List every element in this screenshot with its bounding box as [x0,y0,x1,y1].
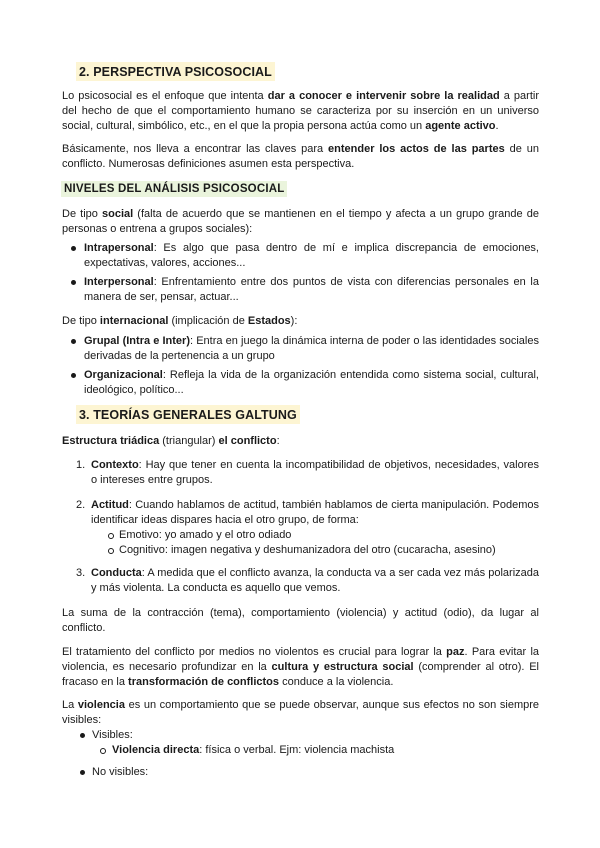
bullet-icon [71,373,76,378]
section-heading-teorias: 3. TEORÍAS GENERALES GALTUNG [76,405,300,424]
bullet-icon [80,770,85,775]
subheading-niveles: NIVELES DEL ANÁLISIS PSICOSOCIAL [61,181,287,197]
circle-bullet-icon [108,533,114,539]
bullet-icon [71,280,76,285]
circle-bullet-icon [108,548,114,554]
paragraph-tipo-internacional: De tipo internacional (implicación de Estados): [62,315,298,327]
circle-bullet-icon [100,748,106,754]
paragraph-estructura: Estructura triádica (triangular) el conflicto: [62,435,280,447]
paragraph-basicamente: Básicamente, nos lleva a encontrar las claves para entender los actos de las partes de un conflicto. Numerosas definiciones asumen esta perspectiva. [62,143,539,170]
section-heading-perspectiva: 2. PERSPECTIVA PSICOSOCIAL [76,62,275,81]
bullet-icon [71,246,76,251]
paragraph-violencia: La violencia es un comportamiento que se puede observar, aunque sus efectos no son siempre visibles: [62,699,540,726]
paragraph-tratamiento: El tratamiento del conflicto por medios no violentos es crucial para lograr la paz. Para evitar la violencia, es necesario profundizar en la cultura y estructura social (comprender al otro). El fracaso en la transformación de conflictos conduce a la violencia. [62,646,540,688]
paragraph-psicosocial: Lo psicosocial es el enfoque que intenta dar a conocer e intervenir sobre la realidad a partir del hecho de que el comportamiento humano se caracteriza por su inserción en un universo social, cultural, simbólico, etc., en el que la propia persona actúa como un agente activo. [62,90,539,132]
bullet-icon [80,733,85,738]
paragraph-tipo-social: De tipo social (falta de acuerdo que se mantienen en el tiempo y afecta a un grupo grande de personas o entrena a grupos sociales): [62,208,539,235]
bullet-icon [71,339,76,344]
paragraph-suma: La suma de la contracción (tema), comportamiento (violencia) y actitud (odio), da lugar al conflicto. [62,607,539,634]
